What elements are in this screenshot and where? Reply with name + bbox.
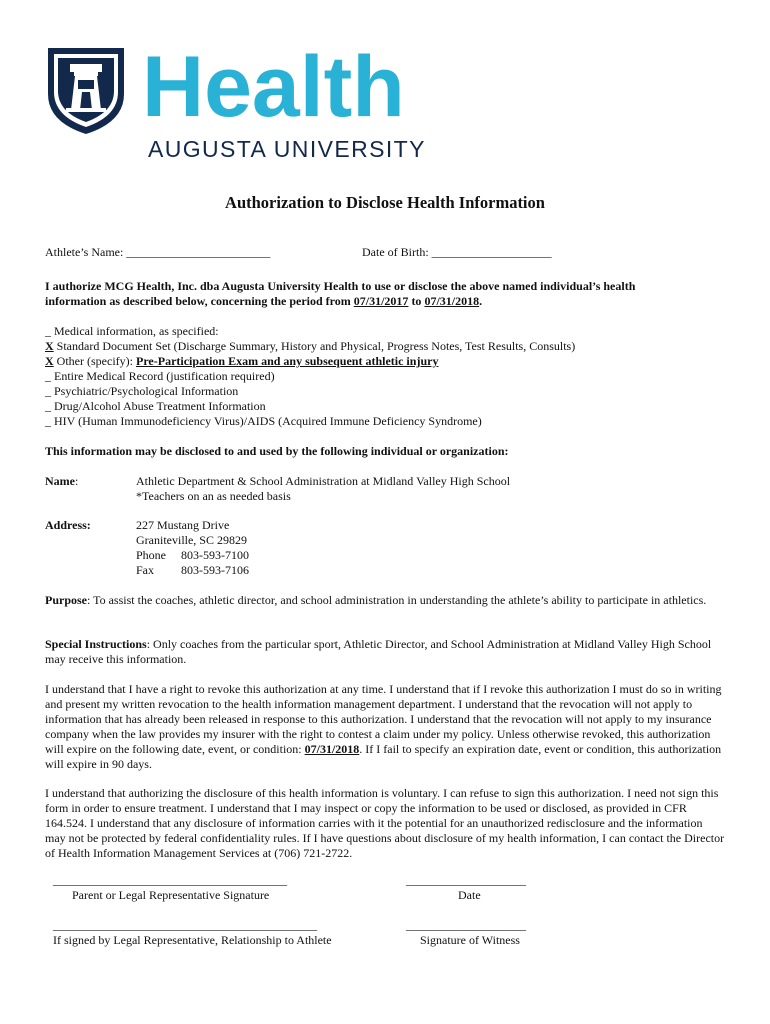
revocation-paragraph: I understand that I have a right to revoke this authorization at any time. I understand that if I revoke this authorization I must do so in writing and present my written revocation to the health information management department. I understand that the revocation will not apply to information that has already been released in response to this authorization. I understand that the revocation will not apply to my insurance company when the law provides my insurer with the right to contest a claim under my policy. Unless otherwise revoked, this authorization will expire on the following date, event, or condition: 07/31/2018. If I fail to specify an expiration date, event or condition, this authorization will expire in 90 days. [45, 682, 722, 771]
standard-set-label: Standard Document Set (Discharge Summary, History and Physical, Progress Notes, Test Results, Consults) [53, 339, 576, 353]
recipient-city: Graniteville, SC 29829 [136, 533, 247, 547]
recipient-phone: 803-593-7100 [181, 548, 249, 562]
recipient-fax-label: Fax [136, 563, 154, 577]
recipient-phone-label: Phone [136, 548, 166, 562]
voluntary-paragraph: I understand that authorizing the disclosure of this health information is voluntary. I can refuse to sign this authorization. I need not sign this form in order to ensure treatment. I understand that I may inspect or copy the information to be used or disclosed, as provided in CFR 164.524. I understand that any disclosure of information carries with it the potential for an unauthorized redisclosure and the information may not be protected by federal confidentiality rules. If I have questions about disclosure of my health information, I can contact the Director of Health Information Management Services at (706) 721-2722. [45, 786, 725, 860]
shield-tower-icon [44, 44, 128, 136]
checklist-entire-record[interactable]: _ Entire Medical Record (justification required) [45, 369, 275, 383]
special-instructions-text: : Only coaches from the particular sport, Athletic Director, and School Administration at Midland Valley High School may receive this information. [45, 637, 712, 666]
recipient-name-line1: Athletic Department & School Administration at Midland Valley High School [136, 474, 511, 488]
witness-signature-label: Signature of Witness [420, 933, 520, 947]
period-to-word: to [408, 294, 425, 308]
purpose-label: Purpose [45, 593, 87, 607]
expiration-date[interactable]: 07/31/2018 [304, 742, 360, 756]
authorization-statement-line2 [45, 294, 482, 309]
athlete-name-field[interactable]: Athlete’s Name: ________________________ [45, 245, 271, 259]
parent-signature-line[interactable]: _______________________________________ [53, 873, 287, 887]
period-end-punct: . [479, 294, 483, 308]
logo-university-text: AUGUSTA UNIVERSITY [148, 136, 426, 162]
special-instructions-paragraph [45, 637, 725, 667]
checklist-other[interactable] [45, 354, 438, 369]
date-signature-label: Date [458, 888, 481, 902]
period-start-date[interactable]: 07/31/2017 [353, 294, 409, 308]
period-prefix: information as described below, concerning the period from [45, 294, 354, 308]
recipient-name-line2: *Teachers on an as needed basis [136, 489, 291, 503]
special-instructions-label: Special Instructions [45, 637, 147, 651]
document-title: Authorization to Disclose Health Information [225, 193, 545, 212]
relationship-label: If signed by Legal Representative, Relationship to Athlete [53, 933, 332, 947]
other-specified-value: Pre-Participation Exam and any subsequent athletic injury [135, 354, 439, 368]
logo-health-text: Health [142, 39, 405, 135]
checklist-standard-set[interactable] [45, 339, 575, 354]
witness-signature-line[interactable]: ____________________ [406, 918, 526, 932]
checklist-medical-info[interactable]: _ Medical information, as specified: [45, 324, 219, 338]
other-label: Other (specify): [53, 354, 136, 368]
augusta-health-logo [44, 39, 444, 164]
parent-signature-label: Parent or Legal Representative Signature [72, 888, 270, 902]
purpose-text: : To assist the coaches, athletic director, and school administration in understanding the athlete’s ability to participate in athletics. [87, 593, 707, 607]
checklist-psychiatric[interactable]: _ Psychiatric/Psychological Information [45, 384, 239, 398]
checklist-drug-alcohol[interactable]: _ Drug/Alcohol Abuse Treatment Information [45, 399, 266, 413]
recipient-address-label: Address: [45, 518, 91, 532]
period-end-date[interactable]: 07/31/2018 [424, 294, 480, 308]
standard-set-check-mark: X [45, 339, 54, 353]
other-check-mark: X [45, 354, 54, 368]
disclosure-heading: This information may be disclosed to and used by the following individual or organization: [45, 444, 509, 458]
relationship-line[interactable]: ____________________________________________ [53, 918, 317, 932]
date-signature-line[interactable]: ____________________ [406, 873, 526, 887]
checklist-hiv[interactable]: _ HIV (Human Immunodeficiency Virus)/AIDS (Acquired Immune Deficiency Syndrome) [45, 414, 482, 428]
date-of-birth-field[interactable]: Date of Birth: ____________________ [362, 245, 552, 259]
purpose-paragraph [45, 593, 725, 608]
recipient-fax: 803-593-7106 [181, 563, 249, 577]
recipient-name-label: Name: [45, 474, 79, 488]
authorization-statement-line1: I authorize MCG Health, Inc. dba Augusta University Health to use or disclose the above named individual’s health [45, 279, 636, 293]
recipient-street: 227 Mustang Drive [136, 518, 230, 532]
